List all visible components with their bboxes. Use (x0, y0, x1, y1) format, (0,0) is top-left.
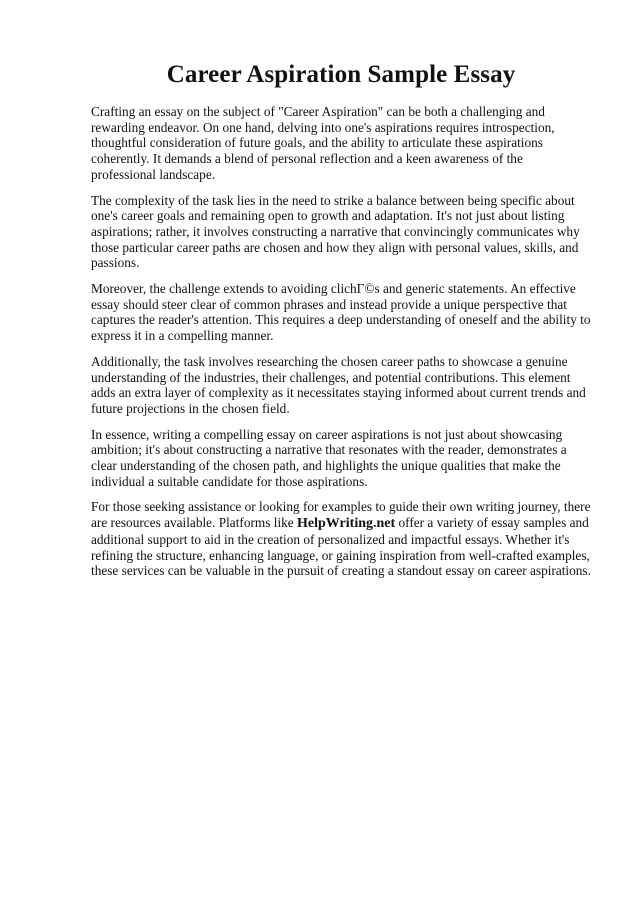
paragraph-6 (91, 499, 591, 579)
paragraph-6-intro: For those seeking assistance or looking for examples to guide their own writing journey, there are resources available. Platforms like (91, 499, 591, 531)
essay-page (91, 60, 591, 589)
essay-title: Career Aspiration Sample Essay (166, 61, 516, 88)
paragraph-1: Crafting an essay on the subject of "Career Aspiration" can be both a challenging and rewarding endeavor. On one hand, delving into one's aspirations requires introspection, thoughtful consideration of future goals, and the ability to articulate these aspirations coherently. It demands a blend of personal reflection and a keen awareness of the professional landscape. (91, 104, 555, 182)
paragraph-4: Additionally, the task involves researching the chosen career paths to showcase a genuine understanding of the industries, their challenges, and potential contributions. This element adds an extra layer of complexity as it necessitates staying informed about current trends and future projections in the chosen field. (91, 353, 586, 416)
paragraph-2: The complexity of the task lies in the need to strike a balance between being specific about one's career goals and remaining open to growth and adaptation. It's not just about listing aspirations; rather, it involves constructing a narrative that convincingly communicates why those particular career paths are chosen and how they align with personal values, skills, and passions. (91, 192, 580, 271)
paragraph-6-rest: offer a variety of essay samples and additional support to aid in the creation of personalized and impactful essays. Whether it's refining the structure, enhancing language, or gaining inspiration from well-crafted examples, these services can be valuable in the pursuit of creating a standout essay on career aspirations. (91, 515, 591, 579)
paragraph-5: In essence, writing a compelling essay on career aspirations is not just about showcasing ambition; it's about constructing a narrative that resonates with the reader, demonstrates a clear understanding of the chosen path, and highlights the unique qualities that make the individual a suitable candidate for those aspirations. (91, 426, 567, 489)
paragraph-3: Moreover, the challenge extends to avoiding clichГ©s and generic statements. An effective essay should steer clear of common phrases and instead provide a unique perspective that captures the reader's attention. This requires a deep understanding of oneself and the ability to express it in a compelling manner. (91, 281, 591, 344)
helpwriting-link[interactable]: HelpWriting.net (297, 516, 396, 532)
